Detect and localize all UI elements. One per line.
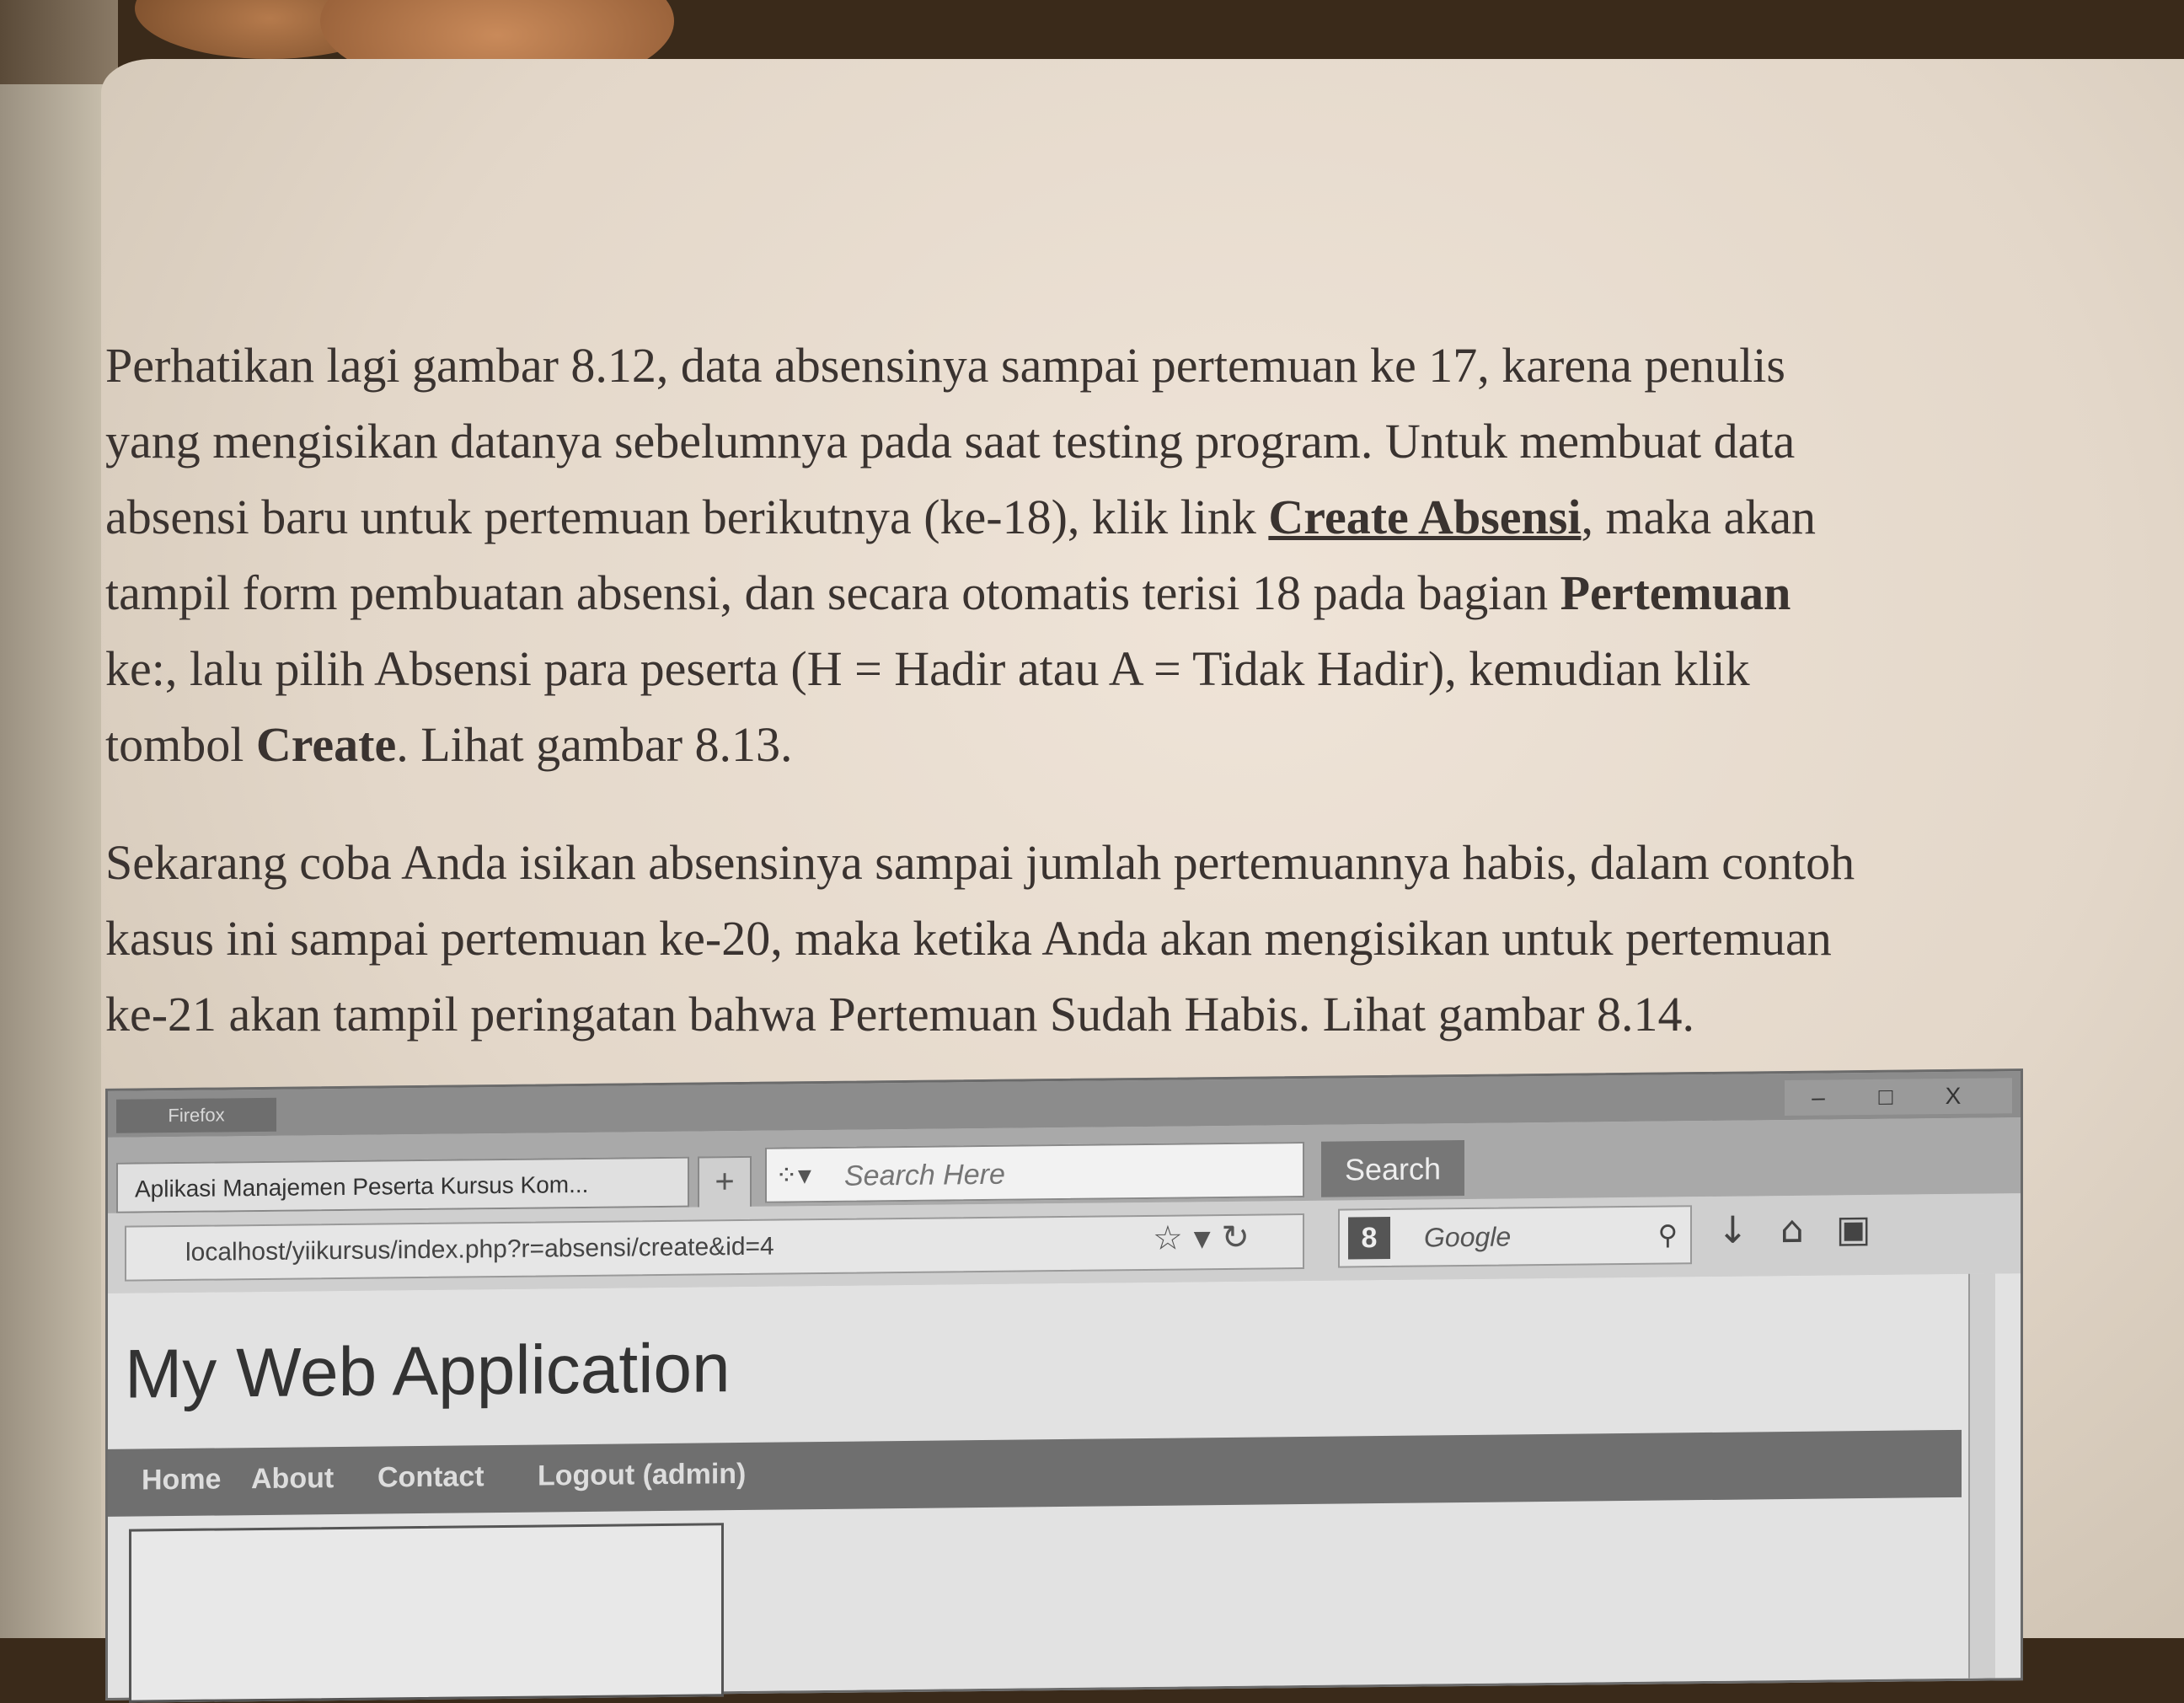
google-search-box[interactable]: [1338, 1205, 1692, 1267]
window-controls: [1785, 1078, 2012, 1116]
p1-line-6: [105, 716, 793, 773]
addon-icon[interactable]: ▣: [1835, 1207, 1903, 1251]
google-search-placeholder: Google: [1424, 1221, 1512, 1253]
browser-tab[interactable]: Aplikasi Manajemen Peserta Kursus Kom...: [116, 1157, 689, 1213]
p1-line-3-tail: , maka akan: [1581, 490, 1817, 544]
p1-line-6-text: tombol: [105, 717, 256, 772]
p1-line-5: ke:, lalu pilih Absensi para peserta (H = Hadir atau A = Tidak Hadir), kemudian klik: [105, 641, 1750, 696]
p1-line-2: yang mengisikan datanya sebelumnya pada saat testing program. Untuk membuat data: [105, 414, 1796, 469]
toolbar-search-input[interactable]: [843, 1154, 1284, 1193]
google-icon: 8: [1348, 1217, 1390, 1260]
p1-line-4: [105, 565, 1791, 621]
toolbar-search-box: [765, 1142, 1304, 1203]
menu-home[interactable]: Home: [142, 1463, 222, 1497]
p1-line-3-text: absensi baru untuk pertemuan berikutnya (ke-18), klik link: [105, 490, 1269, 544]
p1-line-3: [105, 489, 1816, 545]
bookmark-star-icon[interactable]: ☆: [1153, 1218, 1183, 1258]
maximize-button[interactable]: □: [1878, 1083, 1893, 1110]
magnifier-icon[interactable]: ⚲: [1657, 1218, 1678, 1251]
left-page-edge: [0, 84, 110, 1638]
search-engine-icon[interactable]: ⁘▾: [775, 1159, 811, 1192]
create-button-label: Create: [255, 717, 397, 772]
main-menu: [108, 1430, 1962, 1517]
scrollbar[interactable]: [1968, 1273, 1995, 1678]
url-bar[interactable]: localhost/yiikursus/index.php?r=absensi/create&id=4: [125, 1213, 1304, 1282]
toolbar-search-button[interactable]: Search: [1321, 1140, 1464, 1197]
p1-line-1: Perhatikan lagi gambar 8.12, data absensinya sampai pertemuan ke 17, karena penulis: [105, 338, 1785, 393]
app-title: My Web Application: [125, 1330, 731, 1413]
create-absensi-link[interactable]: Create Absensi: [1268, 490, 1582, 544]
menu-contact[interactable]: Contact: [377, 1460, 484, 1494]
toolbar-icons: [1717, 1208, 1903, 1252]
download-icon[interactable]: ↓: [1717, 1208, 1780, 1252]
minimize-button[interactable]: –: [1812, 1084, 1825, 1111]
home-icon[interactable]: ⌂: [1780, 1208, 1836, 1252]
menu-logout[interactable]: Logout (admin): [538, 1457, 747, 1492]
page-content: [108, 1273, 2021, 1698]
menu-about[interactable]: About: [251, 1462, 335, 1496]
reload-icon[interactable]: ↻: [1221, 1218, 1250, 1258]
p1-line-6-tail: . Lihat gambar 8.13.: [396, 717, 793, 772]
dropdown-icon[interactable]: ▾: [1193, 1218, 1211, 1258]
close-button[interactable]: X: [1945, 1082, 1962, 1110]
firefox-menu-button[interactable]: Firefox: [116, 1098, 276, 1133]
p2-line-3: ke-21 akan tampil peringatan bahwa Pertemuan Sudah Habis. Lihat gambar 8.14.: [105, 987, 1695, 1042]
p1-line-4-text: tampil form pembuatan absensi, dan secara otomatis terisi 18 pada bagian: [105, 565, 1560, 620]
p2-line-2: kasus ini sampai pertemuan ke-20, maka ketika Anda akan mengisikan untuk pertemuan: [105, 911, 1832, 966]
new-tab-button[interactable]: +: [698, 1156, 752, 1211]
p2-line-1: Sekarang coba Anda isikan absensinya sampai jumlah pertemuannya habis, dalam contoh: [105, 835, 1855, 890]
form-container: [129, 1523, 724, 1702]
url-bar-icons: [1153, 1218, 1250, 1258]
pertemuan-field-label: Pertemuan: [1560, 565, 1791, 620]
browser-screenshot-figure: [105, 1068, 2023, 1700]
